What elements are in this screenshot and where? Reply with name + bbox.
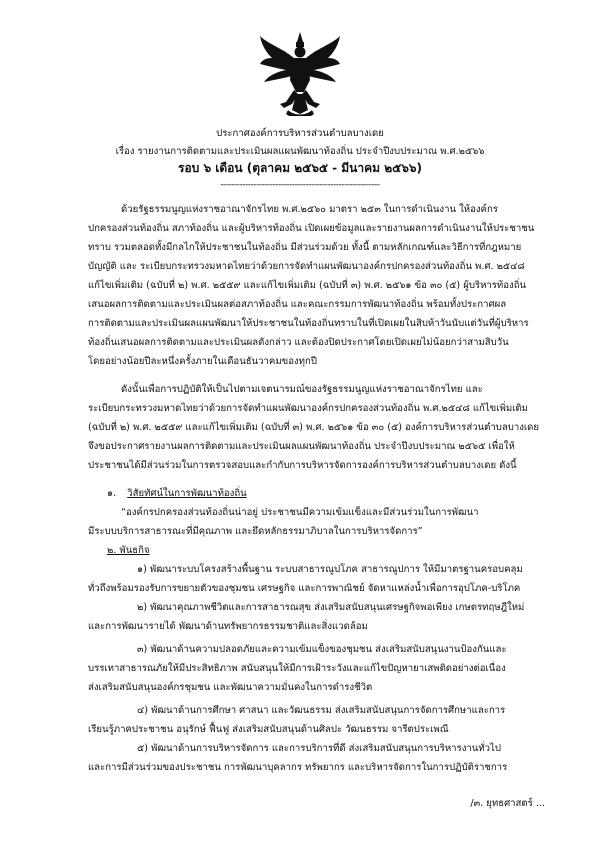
mission-line: ๕) พัฒนาด้านการบริหารจัดการ และการบริการที่ดี ส่งเสริมสนับสนุนการบริหารงานทั่วไป [137,743,501,754]
mission-line: ส่งเสริมสนับสนุนองค์กรชุมชน และพัฒนาความมั่นคงในการดำรงชีวิต [88,682,373,693]
paragraph2-line: ประชาชนได้มีส่วนร่วมในการตรวจสอบและกำกับการบริหารจัดการองค์การบริหารส่วนตำบลบางเดย ดังนี้ [88,460,517,471]
mission-line: ๓) พัฒนาด้านความปลอดภัยและความเข้มแข็งของชุมชน ส่งเสริมสนับสนุนงานป้องกันและ [137,644,507,655]
mission-line: บรรเทาสาธารณภัยให้มีประสิทธิภาพ สนับสนุนให้มีการเฝ้าระวังและแก้ไขปัญหายาเสพติดอย่างต่อเนื่อง [88,663,506,674]
section1-title: วิสัยทัศน์ในการพัฒนาท้องถิ่น [127,488,247,499]
paragraph1-line: การติดตามและประเมินผลแผนพัฒนาให้ประชาชนในท้องถิ่นทราบในที่เปิดเผยในสิบห้าวันนับแต่วันที่ผู้บริหาร [88,318,529,329]
paragraph2-line: ดังนั้นเพื่อการปฏิบัติให้เป็นไปตามเจตนารมณ์ของรัฐธรรมนูญแห่งราชอาณาจักรไทย และ [121,384,483,395]
mission-line: และการพัฒนารายได้ พัฒนาด้านทรัพยากรธรรมชาติและสิ่งแวดล้อม [88,621,368,632]
paragraph1-line: เสนอผลการติดตามและประเมินผลต่อสภาท้องถิ่น และคณะกรรมการพัฒนาท้องถิ่น พร้อมทั้งประกาศผล [88,299,507,310]
paragraph2-line: ระเบียบกระทรวงมหาดไทยว่าด้วยการจัดทำแผนพัฒนาองค์กรปกครองส่วนท้องถิ่น พ.ศ.๒๕๔๘ แก้ไขเพิ่มเติม [88,403,528,414]
divider: ---------------------------------------------------------- [220,180,380,190]
garuda-emblem [258,30,342,116]
paragraph1-line: ด้วยรัฐธรรมนูญแห่งราชอาณาจักรไทย พ.ศ.๒๕๖๐ มาตรา ๒๕๓ ในการดำเนินงาน ให้องค์กร [121,204,498,215]
mission-line: ๔) พัฒนาด้านการศึกษา ศาสนา และวัฒนธรรม ส่งเสริมสนับสนุนการจัดการศึกษาและการ [137,705,506,716]
vision-line: “องค์กรปกครองส่วนท้องถิ่นน่าอยู่ ประชาชนมีความเข้มแข็งและมีส่วนร่วมในการพัฒนา [121,507,479,518]
mission-line: ๑) พัฒนาระบบโครงสร้างพื้นฐาน ระบบสาธารณูปโภค สาธารณูปการ ให้มีมาตรฐานครอบคลุม [137,564,523,575]
paragraph1-line: ท้องถิ่นเสนอผลการติดตามและประเมินผลดังกล่าว และต้องปิดประกาศโดยเปิดเผยไม่น้อยกว่าสามสิบวัน [88,337,509,348]
section2-title: ๒. พันธกิจ [107,545,150,556]
paragraph1-line: ปกครองส่วนท้องถิ่น สภาท้องถิ่น และผู้บริหารท้องถิ่น เปิดเผยข้อมูลและรายงานผลการดำเนินงานให้ประชาชน [88,223,535,234]
section1-heading [107,487,247,501]
mission-line: ๒) พัฒนาคุณภาพชีวิตและการสาธารณสุข ส่งเสริมสนับสนุนเศรษฐกิจพอเพียง เกษตรทฤษฎีใหม่ [137,602,525,613]
paragraph1-line: แก้ไขเพิ่มเติม (ฉบับที่ ๒) พ.ศ. ๒๕๕๙ และแก้ไขเพิ่มเติม (ฉบับที่ ๓) พ.ศ. ๒๕๖๑ ข้อ ๓๐ (๕) ผู้บริหารท้องถิ่น [88,280,527,291]
continuation-note: /๓. ยุทธศาสตร์ ... [470,798,545,809]
paragraph2-line: จึงขอประกาศรายงานผลการติดตามและประเมินผลแผนพัฒนาท้องถิ่น ประจำปีงบประมาณ ๒๕๖๕ เพื่อให้ [88,441,515,452]
org-name: ประกาศองค์การบริหารส่วนตำบลบางเดย [216,128,384,139]
section1-number: ๑. [107,488,117,499]
paragraph2-line: (ฉบับที่ ๒) พ.ศ. ๒๕๕๙ และแก้ไขเพิ่มเติม (ฉบับที่ ๓) พ.ศ. ๒๕๖๑ ข้อ ๓๐ (๕) องค์การบริหารส่วนตำบลบางเดย [88,422,540,433]
report-round: รอบ ๖ เดือน (ตุลาคม ๒๕๖๕ - มีนาคม ๒๕๖๖) [178,161,422,175]
vision-line: มีระบบบริการสาธารณะที่มีคุณภาพ และยึดหลักธรรมาภิบาลในการบริหารจัดการ” [88,526,423,537]
mission-line: เรียนรู้ภาคประชาชน อนุรักษ์ ฟื้นฟู ส่งเสริมสนับสนุนด้านศิลปะ วัฒนธรรม จารีตประเพณี [88,724,449,735]
document-subject: เรื่อง รายงานการติดตามและประเมินผลแผนพัฒนาท้องถิ่น ประจำปีงบประมาณ พ.ศ.๒๕๖๖ [115,146,485,157]
mission-line: ทั่วถึงพร้อมรองรับการขยายตัวของชุมชน เศรษฐกิจ และการพาณิชย์ จัดหาแหล่งน้ำเพื่อการอุปโภค-บริโภค [88,583,521,594]
mission-line: และการมีส่วนร่วมของประชาชน การพัฒนาบุคลากร ทรัพยากร และบริหารจัดการในการปฏิบัติราชการ [88,762,508,773]
paragraph1-line: โดยอย่างน้อยปีละหนึ่งครั้งภายในเดือนธันวาคมของทุกปี [88,356,317,367]
paragraph1-line: บัญญัติ และ ระเบียบกระทรวงมหาดไทยว่าด้วยการจัดทำแผนพัฒนาองค์กรปกครองส่วนท้องถิ่น พ.ศ. ๒๕๔๘ [88,261,525,272]
paragraph1-line: ทราบ รวมตลอดทั้งมีกลไกให้ประชาชนในท้องถิ่น มีส่วนร่วมด้วย ทั้งนี้ ตามหลักเกณฑ์และวิธีการที่กฎหมาย [88,242,522,253]
